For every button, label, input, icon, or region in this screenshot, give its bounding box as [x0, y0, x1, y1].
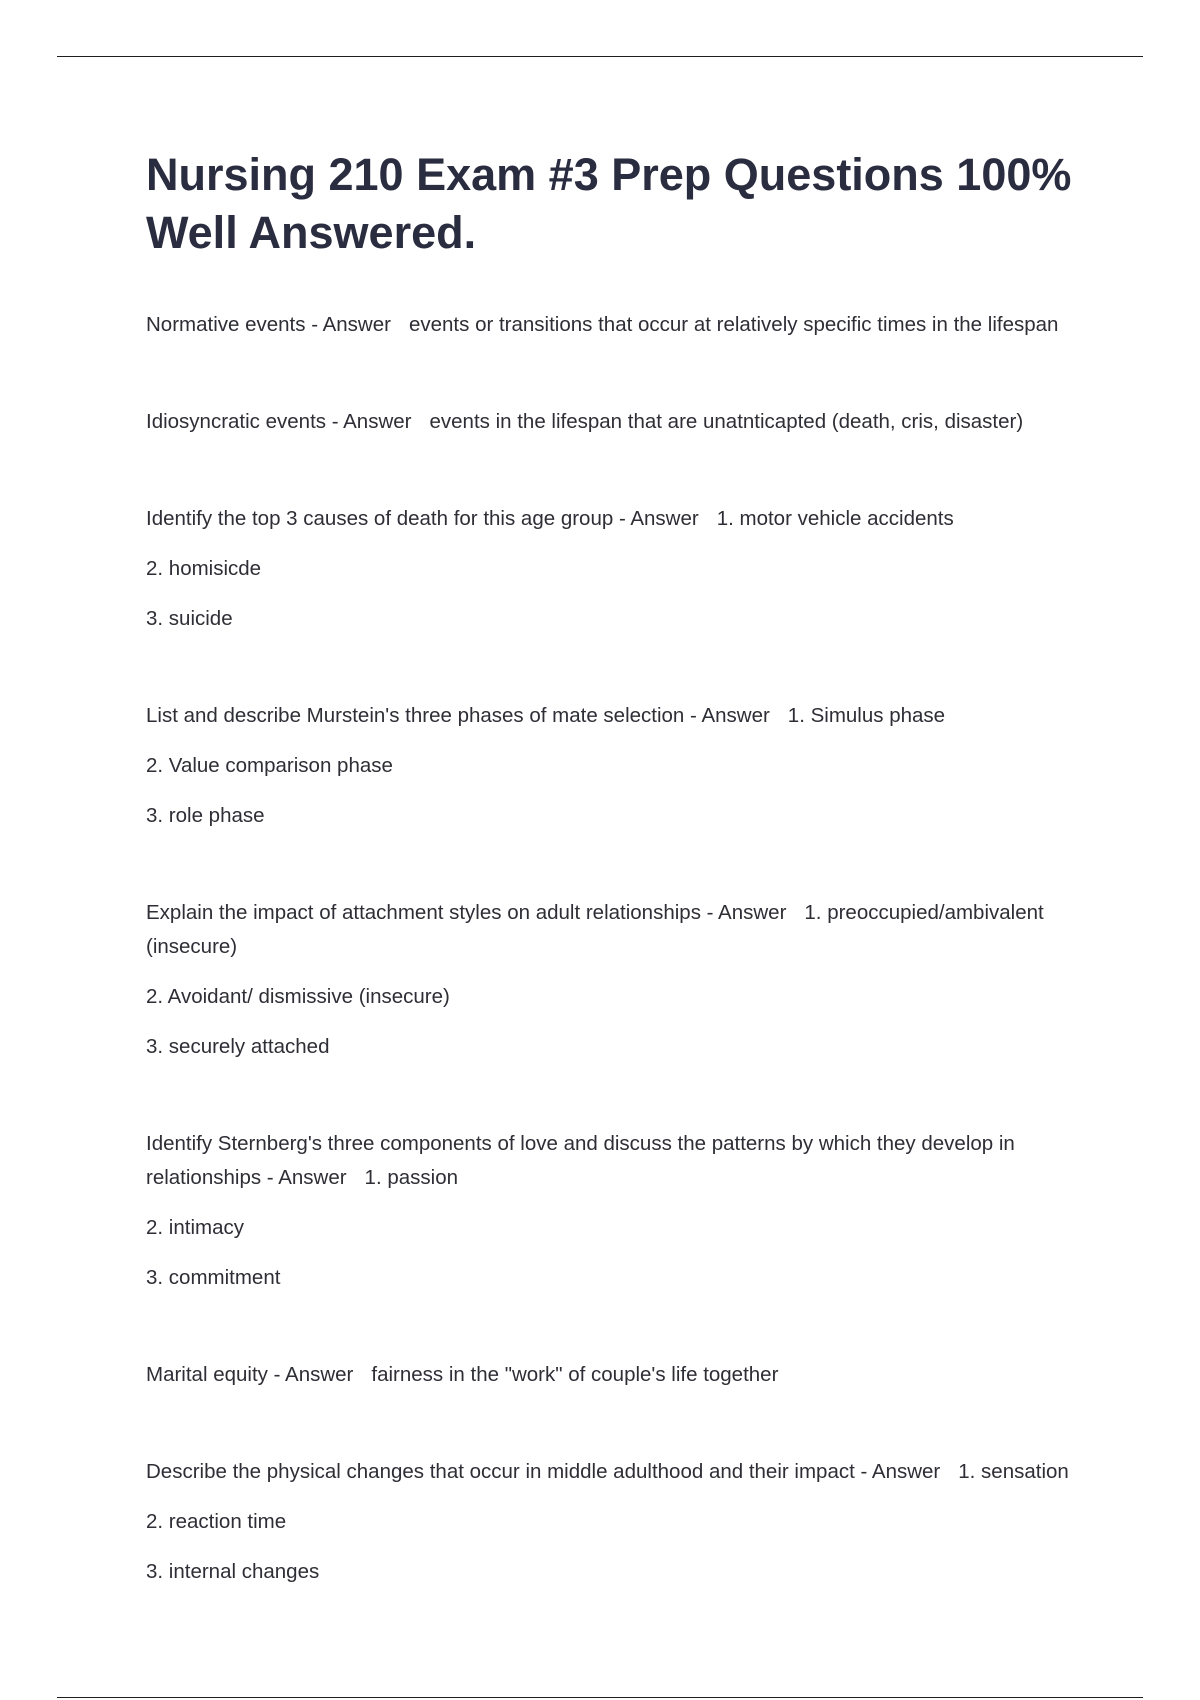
answer-text: 1. preoccupied/ambivalent (insecure): [146, 901, 1044, 958]
question-text: Explain the impact of attachment styles on adult relationships: [146, 901, 701, 924]
qa-item: [146, 1127, 1096, 1295]
answer-separator: - Answer: [860, 1460, 941, 1483]
answer-text: events in the lifespan that are unatnticapted (death, cris, disaster): [429, 410, 1024, 433]
answer-continuation: 3. suicide: [146, 607, 233, 630]
qa-line: [146, 699, 1096, 733]
answer-text: 1. Simulus phase: [787, 704, 946, 727]
qa-item: [146, 1455, 1096, 1589]
answer-text: 1. motor vehicle accidents: [716, 507, 954, 530]
qa-line: [146, 405, 1096, 439]
answer-continuation: 3. securely attached: [146, 1035, 330, 1058]
question-text: Normative events: [146, 313, 306, 336]
answer-continuation: 3. commitment: [146, 1266, 281, 1289]
qa-line: [146, 1358, 1096, 1392]
answer-continuation: 2. intimacy: [146, 1216, 244, 1239]
qa-list: [146, 308, 1096, 1589]
qa-line: [146, 1127, 1096, 1195]
qa-item: [146, 896, 1096, 1064]
question-text: Idiosyncratic events: [146, 410, 327, 433]
answer-text: 1. sensation: [958, 1460, 1069, 1483]
question-text: Identify the top 3 causes of death for this age group: [146, 507, 614, 530]
answer-text: fairness in the "work" of couple's life together: [371, 1363, 779, 1386]
qa-line: [146, 308, 1096, 342]
document-body: [146, 146, 1096, 1652]
answer-separator: - Answer: [266, 1166, 347, 1189]
document-title: Nursing 210 Exam #3 Prep Questions 100% Well Answered.: [146, 149, 1072, 258]
answer-separator: - Answer: [311, 313, 391, 336]
qa-item: [146, 405, 1096, 439]
page-bottom-rule: [57, 1697, 1143, 1698]
answer-separator: - Answer: [618, 507, 699, 530]
question-text: List and describe Murstein's three phases of mate selection: [146, 704, 685, 727]
qa-item: [146, 502, 1096, 636]
answer-text: events or transitions that occur at relatively specific times in the lifespan: [408, 313, 1059, 336]
answer-continuation: 3. role phase: [146, 804, 265, 827]
qa-line: [146, 1455, 1096, 1489]
answer-continuation: 2. Avoidant/ dismissive (insecure): [146, 985, 450, 1008]
qa-line: [146, 896, 1096, 964]
answer-continuation: 2. Value comparison phase: [146, 754, 393, 777]
answer-continuation: 3. internal changes: [146, 1560, 320, 1583]
answer-text: 1. passion: [364, 1166, 458, 1189]
answer-continuation: 2. reaction time: [146, 1510, 287, 1533]
answer-separator: - Answer: [690, 704, 770, 727]
answer-separator: - Answer: [273, 1363, 354, 1386]
answer-continuation: 2. homisicde: [146, 557, 262, 580]
answer-separator: - Answer: [331, 410, 412, 433]
answer-separator: - Answer: [706, 901, 787, 924]
qa-item: [146, 699, 1096, 833]
question-text: Marital equity: [146, 1363, 268, 1386]
page-top-rule: [57, 56, 1143, 57]
qa-line: [146, 502, 1096, 536]
qa-item: [146, 308, 1096, 342]
question-text: Describe the physical changes that occur in middle adulthood and their impact: [146, 1460, 855, 1483]
qa-item: [146, 1358, 1096, 1392]
question-text: Identify Sternberg's three components of love and discuss the patterns by which they develop in relationships: [146, 1132, 1015, 1189]
